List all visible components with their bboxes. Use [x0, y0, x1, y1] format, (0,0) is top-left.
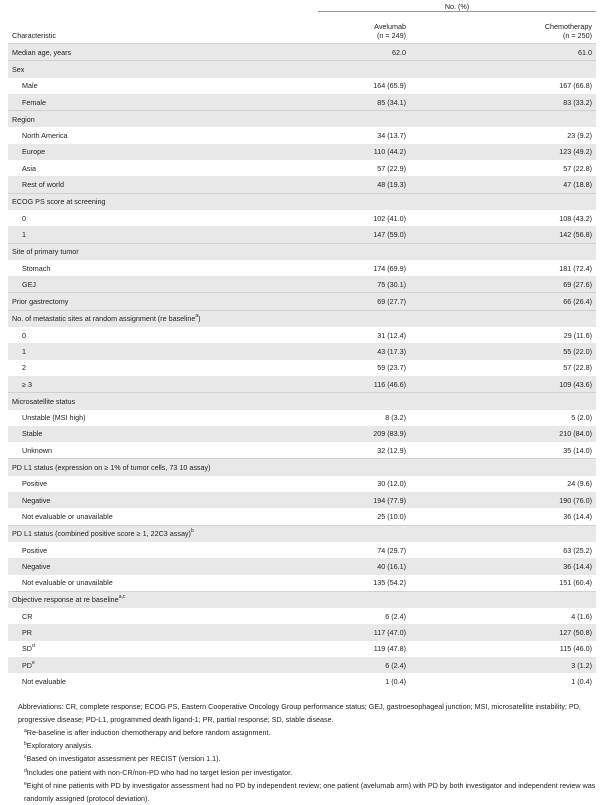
avelumab-value: 59 (23.7) — [377, 363, 406, 373]
row-label: Objective response at re baseline$^{a,c}$ — [8, 591, 318, 608]
table-row — [8, 442, 596, 459]
chemotherapy-value: 142 (56.8) — [410, 226, 596, 243]
avelumab-value — [318, 591, 410, 608]
avelumab-value: 147 (59.0) — [318, 226, 410, 243]
footnote-d: $^d$Includes one patient with non-CR/non-PD who had no target lesion per investigator. — [24, 767, 293, 777]
chemotherapy-value: 24 (9.6) — [567, 479, 592, 489]
footnote-e: $^e$Eight of nine patients with PD by investigator assessment had no PD by independent review; one patient (avelumab arm) with PD by both investigator and independent review was randomly assigned (protocol deviation). — [24, 780, 596, 803]
table-body — [8, 44, 596, 690]
chemotherapy-value: 23 (9.2) — [567, 131, 592, 141]
table-row — [8, 410, 596, 426]
chemotherapy-value: 151 (60.4) — [559, 578, 592, 588]
abbreviations-note: Abbreviations: CR, complete response; ECOG PS, Eastern Cooperative Oncology Group performance status; GEJ, gastroesophageal junction; MSI, microsatellite instability; PD, progressive disease; PD-L1, programmed death ligand-1; PR, partial response; SD, stable disease. — [18, 701, 581, 724]
avelumab-value: 57 (22.9) — [377, 163, 406, 173]
chemotherapy-value: 61.0 — [410, 44, 596, 61]
section-row — [8, 243, 596, 260]
avelumab-value — [318, 393, 410, 410]
table-row — [8, 176, 596, 193]
no-pct-header: No. (%) — [318, 2, 596, 12]
row-label: PD L1 status (expression on ≥ 1% of tumor cells, 73 10 assay) — [8, 459, 318, 476]
avelumab-value: 209 (83.9) — [318, 426, 410, 442]
chemotherapy-value: 4 (1.6) — [571, 611, 592, 621]
avelumab-value: 116 (46.6) — [318, 376, 410, 393]
row-label: Site of primary tumor — [8, 243, 318, 260]
chemotherapy-value — [410, 243, 596, 260]
avelumab-n: (n = 249) — [377, 31, 406, 40]
avelumab-value: 135 (54.2) — [373, 578, 406, 588]
avelumab-value — [318, 193, 410, 210]
baseline-characteristics-table-container — [8, 0, 596, 805]
row-label: Not evaluable or unavailable — [22, 511, 113, 521]
row-label: Not evaluable or unavailable — [22, 578, 113, 588]
row-label: Asia — [22, 163, 36, 173]
chemotherapy-value: 63 (25.2) — [563, 545, 592, 555]
avelumab-value — [318, 243, 410, 260]
row-label: North America — [22, 131, 68, 141]
table-row — [8, 78, 596, 94]
chemotherapy-value: 29 (11.6) — [563, 330, 592, 340]
avelumab-value: 31 (12.4) — [377, 330, 406, 340]
section-row — [8, 111, 596, 128]
chemotherapy-value: 167 (66.8) — [559, 81, 592, 91]
table-row — [8, 476, 596, 492]
avelumab-value: 110 (44.2) — [318, 144, 410, 160]
row-label: $PD^e$ — [8, 657, 318, 673]
chemotherapy-value: 3 (1.2) — [410, 657, 596, 673]
header-row-1 — [8, 2, 596, 12]
avelumab-value: 164 (65.9) — [373, 81, 406, 91]
row-label: Stomach — [22, 263, 51, 273]
row-label: GEJ — [8, 276, 318, 293]
section-row — [8, 193, 596, 210]
table-row — [8, 160, 596, 176]
chemotherapy-value — [410, 111, 596, 128]
section-row — [8, 459, 596, 476]
characteristic-header: Characteristic — [12, 31, 56, 40]
chemotherapy-value: 108 (43.2) — [559, 213, 592, 223]
row-label: PR — [8, 624, 318, 640]
table-row — [8, 542, 596, 558]
row-label: Negative — [8, 492, 318, 508]
table-row — [8, 508, 596, 525]
row-label: Rest of world — [8, 176, 318, 193]
chemotherapy-header — [410, 12, 596, 44]
footnote-b: $^b$Exploratory analysis. — [24, 741, 94, 751]
table-row — [8, 144, 596, 160]
table-row — [8, 673, 596, 689]
avelumab-value — [318, 310, 410, 327]
chemotherapy-value — [410, 393, 596, 410]
chemotherapy-value — [410, 459, 596, 476]
row-label: Stable — [8, 426, 318, 442]
row-label: Median age, years — [8, 44, 318, 61]
chemotherapy-value: 36 (14.4) — [410, 558, 596, 574]
chemotherapy-value: 190 (76.0) — [410, 492, 596, 508]
chemotherapy-value: 123 (49.2) — [410, 144, 596, 160]
avelumab-value: 75 (30.1) — [318, 276, 410, 293]
chemotherapy-value: 57 (22.8) — [563, 163, 592, 173]
avelumab-value: 119 (47.8) — [373, 644, 406, 654]
row-label: ≥ 3 — [8, 376, 318, 393]
avelumab-value: 74 (29.7) — [377, 545, 406, 555]
row-label: Positive — [22, 545, 48, 555]
chemotherapy-value: 69 (27.6) — [410, 276, 596, 293]
chemotherapy-value: 5 (2.0) — [571, 413, 592, 423]
table-row — [8, 226, 596, 243]
avelumab-name: Avelumab — [374, 22, 406, 31]
avelumab-value: 48 (19.3) — [318, 176, 410, 193]
row-label: Not evaluable — [22, 676, 66, 686]
chemotherapy-value: 109 (43.6) — [410, 376, 596, 393]
chemotherapy-value: 47 (18.8) — [410, 176, 596, 193]
row-label: 1 — [8, 343, 318, 359]
table-row — [8, 276, 596, 293]
avelumab-value: 25 (10.0) — [377, 511, 406, 521]
section-row — [8, 61, 596, 78]
row-label: 1 — [8, 226, 318, 243]
header-row-2 — [8, 12, 596, 44]
row-label: CR — [22, 611, 33, 621]
avelumab-value: 8 (3.2) — [385, 413, 406, 423]
row-label: 2 — [22, 363, 26, 373]
avelumab-value: 6 (2.4) — [385, 611, 406, 621]
section-row — [8, 293, 596, 310]
chemotherapy-value — [410, 591, 596, 608]
chemotherapy-value: 36 (14.4) — [563, 511, 592, 521]
table-row — [8, 641, 596, 657]
avelumab-value: 32 (12.9) — [377, 445, 406, 455]
table-row — [8, 657, 596, 673]
section-row — [8, 591, 596, 608]
table-row — [8, 376, 596, 393]
row-label: Region — [8, 111, 318, 128]
avelumab-value — [318, 111, 410, 128]
chemotherapy-value: 55 (22.0) — [410, 343, 596, 359]
table-row — [8, 575, 596, 592]
chemotherapy-value: 83 (33.2) — [410, 94, 596, 111]
chemotherapy-n: (n = 250) — [563, 31, 592, 40]
row-label: Female — [8, 94, 318, 111]
row-label: Europe — [8, 144, 318, 160]
avelumab-value — [318, 61, 410, 78]
chemotherapy-name: Chemotherapy — [544, 22, 592, 31]
avelumab-value: 30 (12.0) — [377, 479, 406, 489]
avelumab-value: 194 (77.9) — [318, 492, 410, 508]
table-row — [8, 327, 596, 343]
row-label: PD L1 status (combined positive score ≥ 1, 22C3 assay)$^b$ — [8, 525, 318, 542]
table-row — [8, 127, 596, 143]
avelumab-value: 69 (27.7) — [318, 293, 410, 310]
row-label: Negative — [8, 558, 318, 574]
avelumab-value: 6 (2.4) — [318, 657, 410, 673]
chemotherapy-value — [410, 525, 596, 542]
chemotherapy-value: 115 (46.0) — [559, 644, 592, 654]
avelumab-value: 117 (47.0) — [318, 624, 410, 640]
footnotes — [8, 700, 596, 805]
table-row — [8, 360, 596, 376]
chemotherapy-value: 1 (0.4) — [571, 676, 592, 686]
avelumab-value — [318, 459, 410, 476]
row-label: Positive — [22, 479, 48, 489]
section-row — [8, 525, 596, 542]
chemotherapy-value — [410, 193, 596, 210]
table-row — [8, 343, 596, 359]
avelumab-value: 43 (17.3) — [318, 343, 410, 359]
table-row — [8, 260, 596, 276]
avelumab-value: 174 (69.9) — [373, 263, 406, 273]
avelumab-value: 102 (41.0) — [373, 213, 406, 223]
table-row — [8, 608, 596, 624]
row-label: Sex — [8, 61, 318, 78]
section-row — [8, 44, 596, 61]
row-label: Microsatellite status — [8, 393, 318, 410]
row-label: Unstable (MSI high) — [22, 413, 86, 423]
chemotherapy-value: 181 (72.4) — [559, 263, 592, 273]
section-row — [8, 310, 596, 327]
row-label: Male — [22, 81, 38, 91]
avelumab-value — [318, 525, 410, 542]
row-label: Unknown — [22, 445, 52, 455]
avelumab-value: 85 (34.1) — [318, 94, 410, 111]
chemotherapy-value — [410, 61, 596, 78]
baseline-characteristics-table — [8, 2, 596, 690]
avelumab-header — [318, 12, 410, 44]
chemotherapy-value: 210 (84.0) — [410, 426, 596, 442]
footnote-c: $^c$Based on investigator assessment per RECIST (version 1.1). — [24, 754, 221, 764]
chemotherapy-value: 127 (50.8) — [410, 624, 596, 640]
chemotherapy-value: 57 (22.8) — [563, 363, 592, 373]
table-row — [8, 426, 596, 442]
chemotherapy-value — [410, 310, 596, 327]
table-row — [8, 210, 596, 226]
row-label: Prior gastrectomy — [8, 293, 318, 310]
row-label: No. of metastatic sites at random assignment (re baseline$^a$) — [8, 310, 318, 327]
table-row — [8, 558, 596, 574]
row-label: ECOG PS score at screening — [8, 193, 318, 210]
chemotherapy-value: 66 (26.4) — [410, 293, 596, 310]
avelumab-value: 62.0 — [318, 44, 410, 61]
row-label: 0 — [22, 330, 26, 340]
chemotherapy-value: 35 (14.0) — [563, 445, 592, 455]
row-label: $SD^d$ — [22, 643, 35, 654]
avelumab-value: 1 (0.4) — [385, 676, 406, 686]
table-row — [8, 624, 596, 640]
table-row — [8, 492, 596, 508]
avelumab-value: 40 (16.1) — [318, 558, 410, 574]
avelumab-value: 34 (13.7) — [377, 131, 406, 141]
footnote-a: $^a$Re-baseline is after induction chemotherapy and before random assignment. — [24, 727, 271, 737]
section-row — [8, 393, 596, 410]
table-row — [8, 94, 596, 111]
row-label: 0 — [22, 213, 26, 223]
